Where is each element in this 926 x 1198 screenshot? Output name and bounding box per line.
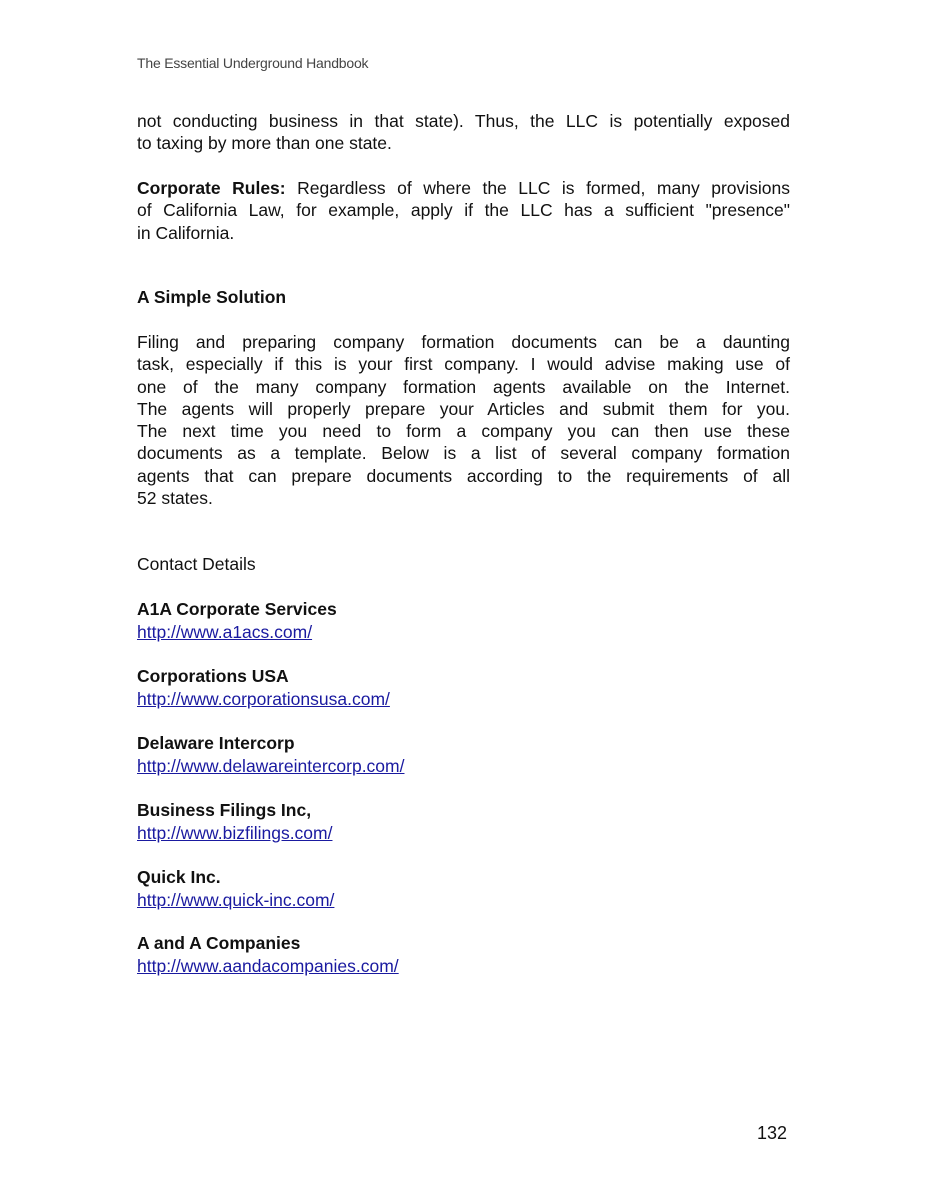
page-number: 132 [757,1123,788,1143]
company-link[interactable]: http://www.delawareintercorp.com/ [137,755,405,776]
corporate-rules-paragraph [137,177,790,244]
company-link[interactable]: http://www.bizfilings.com/ [137,822,333,843]
text-line: documents as a template. Below is a list of several company formation [137,443,790,464]
text-line: not conducting business in that state). Thus, the LLC is potentially exposed [137,111,790,131]
corporate-rules-label: Corporate Rules: [137,178,286,198]
company-link[interactable]: http://www.quick-inc.com/ [137,889,335,910]
company-name: Corporations USA [137,666,289,686]
paragraph-continuation [137,110,790,155]
contact-entry [137,799,332,844]
text-line: in California. [137,222,235,243]
company-name: Delaware Intercorp [137,733,295,753]
company-name: A and A Companies [137,933,301,953]
company-name: Business Filings Inc, [137,800,312,820]
section-heading: A Simple Solution [137,287,287,307]
contact-entry [137,598,337,643]
text-line: 52 states. [137,488,213,509]
company-name: Quick Inc. [137,867,221,887]
text-line: The agents will properly prepare your Articles and submit them for you. [137,398,790,419]
company-link[interactable]: http://www.aandacompanies.com/ [137,955,399,976]
text-fragment: Regardless of where the LLC is formed, many provisions [285,178,790,198]
company-link[interactable]: http://www.corporationsusa.com/ [137,688,390,709]
text-line: The next time you need to form a company you can then use these [137,421,790,442]
contact-entry [137,665,390,710]
text-line [137,177,790,199]
text-line: agents that can prepare documents according to the requirements of all [137,465,790,486]
running-header: The Essential Underground Handbook [137,55,369,71]
text-line: to taxing by more than one state. [137,133,392,154]
contact-entry [137,866,334,911]
text-line: one of the many company formation agents available on the Internet. [137,376,790,397]
contact-details-heading: Contact Details [137,554,256,574]
text-line: task, especially if this is your first company. I would advise making use of [137,354,790,375]
text-line: Filing and preparing company formation documents can be a daunting [137,332,790,352]
text-line: of California Law, for example, apply if the LLC has a sufficient "presence" [137,200,790,221]
company-name: A1A Corporate Services [137,599,337,619]
company-link[interactable]: http://www.a1acs.com/ [137,621,313,642]
section-paragraph [137,331,790,509]
contact-entry [137,732,404,777]
contact-entry [137,932,399,977]
